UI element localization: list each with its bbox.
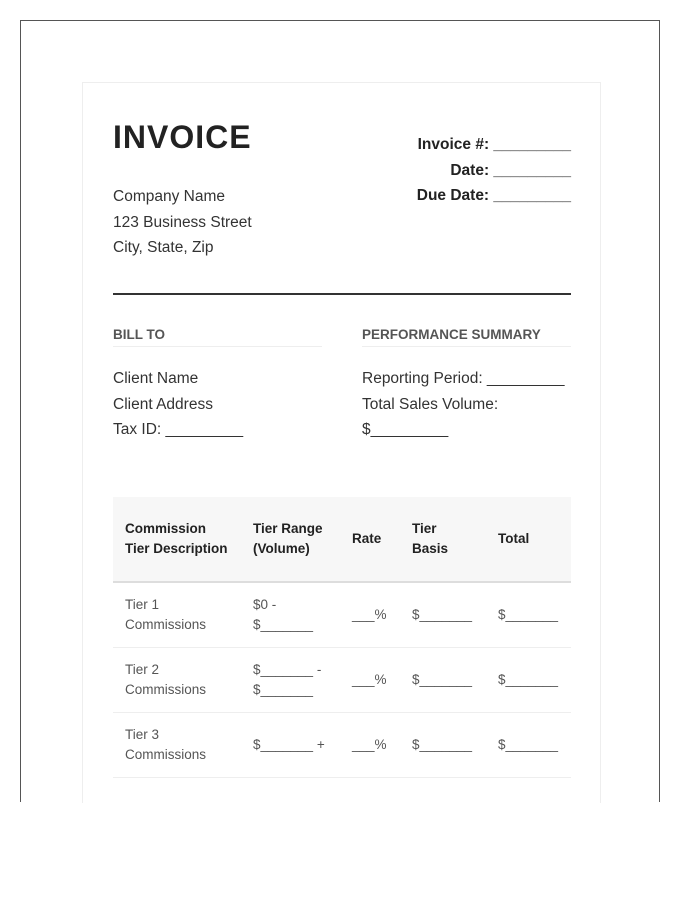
cell-total: $_______ (486, 713, 571, 778)
client-name: Client Name (113, 370, 199, 387)
invoice-title: INVOICE (113, 119, 252, 155)
cell-tier-basis: $_______ (400, 582, 486, 648)
header-divider (113, 293, 571, 295)
document-sheet (20, 20, 660, 802)
invoice-page (82, 82, 601, 803)
cell-tier-range: $_______ + (241, 713, 340, 778)
performance-summary-heading: PERFORMANCE SUMMARY (362, 327, 571, 347)
reporting-period-field: Reporting Period: _________ (362, 370, 565, 387)
cell-total: $_______ (486, 648, 571, 713)
total-sales-volume-value: $_________ (362, 421, 449, 438)
company-street: 123 Business Street (113, 213, 252, 231)
invoice-date-field: Date: _________ (450, 161, 571, 179)
cell-tier-description: Tier 2 Commissions (113, 648, 241, 713)
cell-tier-basis: $_______ (400, 648, 486, 713)
performance-summary-details (362, 366, 571, 443)
tax-id-field: Tax ID: _________ (113, 421, 244, 438)
cell-tier-basis: $_______ (400, 713, 486, 778)
invoice-number-field: Invoice #: _________ (417, 136, 571, 153)
header-tier-range: Tier Range (Volume) (241, 497, 340, 582)
header-tier-basis: Tier Basis (400, 497, 486, 582)
table-row (113, 713, 571, 778)
table-header-row (113, 497, 571, 582)
bill-to-section (113, 327, 322, 443)
table-row (113, 648, 571, 713)
company-name: Company Name (113, 188, 225, 205)
table-row (113, 582, 571, 648)
bill-to-details (113, 366, 322, 443)
cell-total: $_______ (486, 582, 571, 648)
cell-tier-description: Tier 1 Commissions (113, 582, 241, 648)
header-tier-description: Commission Tier Description (113, 497, 241, 582)
cell-rate: ___% (340, 582, 400, 648)
client-address: Client Address (113, 395, 213, 413)
company-info (113, 184, 252, 261)
cell-rate: ___% (340, 713, 400, 778)
invoice-due-date-field: Due Date: _________ (416, 187, 571, 204)
company-city: City, State, Zip (113, 239, 214, 256)
commission-table (113, 497, 571, 778)
bill-to-heading: BILL TO (113, 327, 322, 347)
cell-tier-description: Tier 3 Commissions (113, 713, 241, 778)
cell-tier-range: $0 - $_______ (241, 582, 340, 648)
total-sales-volume-label: Total Sales Volume: (362, 395, 499, 413)
cell-tier-range: $_______ - $_______ (241, 648, 340, 713)
header-total: Total (486, 497, 571, 582)
invoice-meta (417, 132, 571, 209)
performance-summary-section (362, 327, 571, 443)
header-rate: Rate (340, 497, 400, 582)
cell-rate: ___% (340, 648, 400, 713)
